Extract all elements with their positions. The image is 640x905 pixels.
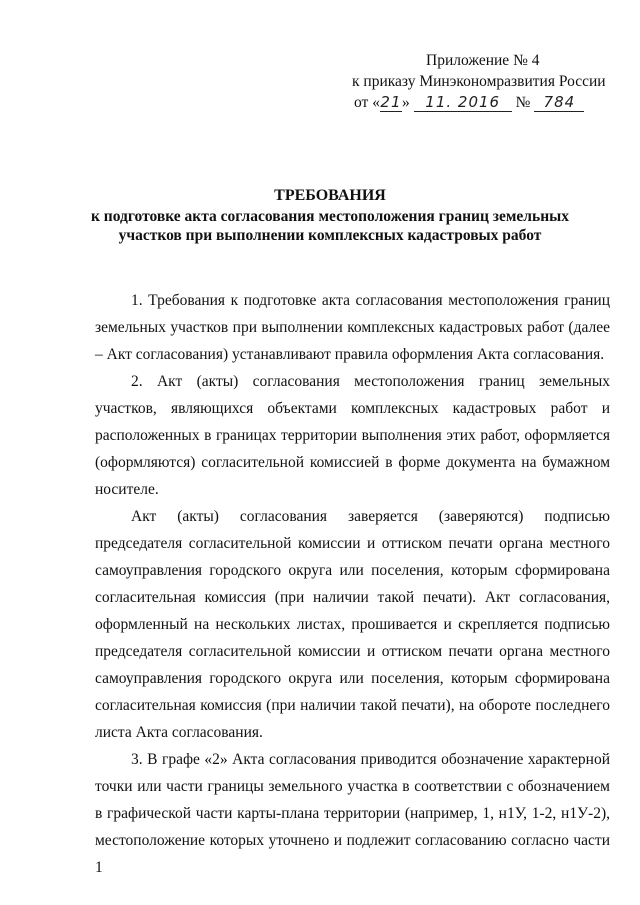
appendix-header (352, 50, 612, 113)
document-title (60, 186, 600, 245)
handwritten-month-year: 11. 2016 (414, 94, 512, 112)
paragraph-4: 3. В графе «2» Акта согласования приводится обозначение характерной точки или части границы земельного участка в соответствии с обозначением в графической части карты-плана территории (например, 1, н1У, 1-2, н1У-2), местоположение которых уточнено и подлежит согласованию согласно части 1 (95, 751, 610, 876)
number-label: № (515, 94, 531, 111)
from-label: от (354, 94, 369, 111)
title-line-2: к подготовке акта согласования местоположения границ земельных (91, 208, 569, 225)
paragraph-2: 2. Акт (акты) согласования местоположения границ земельных участков, являющихся объектами комплексных кадастровых работ и расположенных в границах территории выполнения этих работ, оформляется (оформляются) согласительной комиссией в форме документа на бумажном носителе. (95, 373, 610, 498)
order-reference: к приказу Минэкономразвития России (352, 73, 606, 90)
title-main: ТРЕБОВАНИЯ (274, 187, 386, 204)
handwritten-order-number: 784 (534, 94, 584, 112)
document-body (95, 287, 610, 881)
order-date-line (352, 92, 612, 113)
quote-open: « (372, 94, 380, 111)
paragraph-1: 1. Требования к подготовке акта согласования местоположения границ земельных участков при выполнении комплексных кадастровых работ (далее – Акт согласования) устанавливают правила оформления Акта согласования. (95, 292, 610, 363)
appendix-number: Приложение № 4 (426, 52, 540, 69)
quote-close: » (401, 94, 410, 111)
title-line-3: участков при выполнении комплексных кадастровых работ (118, 227, 542, 244)
paragraph-3: Акт (акты) согласования заверяется (заверяются) подписью председателя согласительной комиссии и оттиском печати органа местного самоуправления городского округа или поселения, которым сформирована согласительная комиссия (при наличии такой печати). Акт согласования, оформленный на нескольких листах, прошивается и скрепляется подписью председателя согласительной комиссии и оттиском печати органа местного самоуправления городского округа или поселения, которым сформирована согласительная комиссия (при наличии такой печати), на обороте последнего листа Акта согласования. (95, 508, 610, 741)
handwritten-day: 21 (380, 93, 402, 111)
